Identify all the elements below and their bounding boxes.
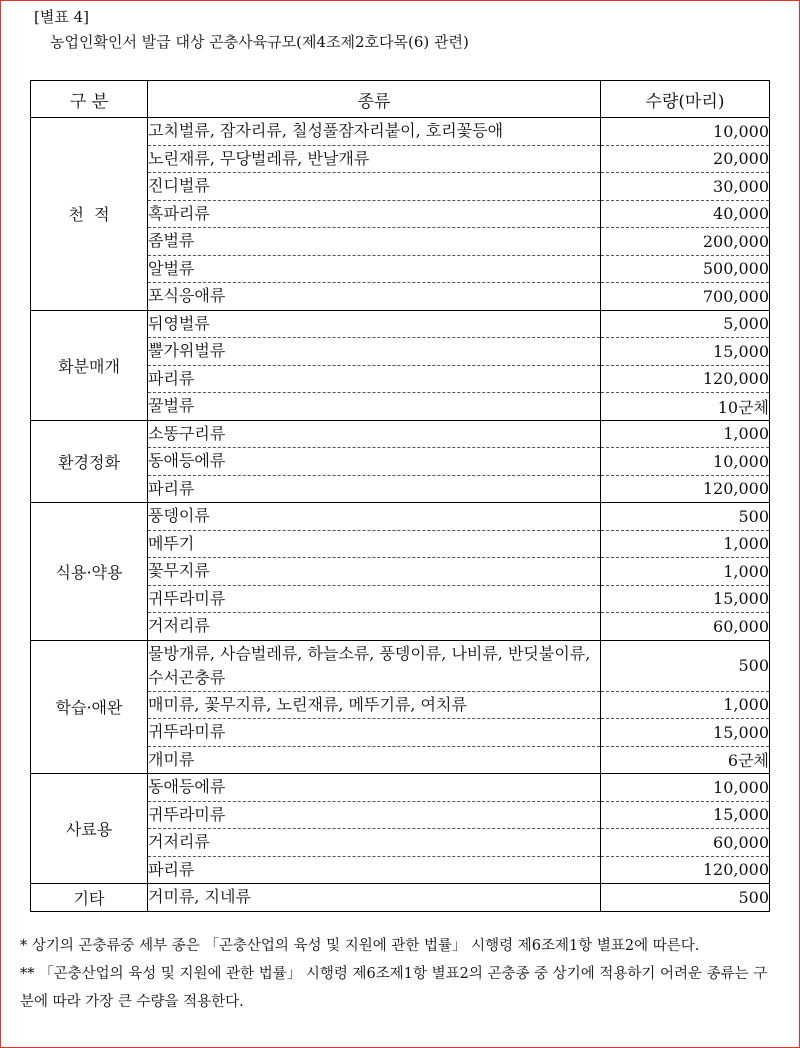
table-row (31, 774, 770, 802)
quantity-cell: 1,000 (601, 691, 770, 719)
species-cell: 매미류, 꽃무지류, 노린재류, 메뚜기류, 여치류 (148, 691, 601, 719)
quantity-cell: 120,000 (601, 365, 770, 393)
column-header-species: 종류 (148, 81, 601, 118)
species-cell: 노린재류, 무당벌레류, 반날개류 (148, 145, 601, 173)
quantity-cell: 500,000 (601, 255, 770, 283)
footnotes (20, 932, 780, 1016)
table-header-row (31, 81, 770, 118)
table-row (31, 420, 770, 448)
table-row (31, 884, 770, 912)
quantity-cell: 700,000 (601, 283, 770, 311)
category-cell: 환경정화 (31, 420, 148, 503)
species-cell: 거미류, 지네류 (148, 884, 601, 912)
species-cell: 파리류 (148, 475, 601, 503)
quantity-cell: 120,000 (601, 475, 770, 503)
quantity-cell: 500 (601, 503, 770, 531)
footnote-2: ** 「곤충산업의 육성 및 지원에 관한 법률」 시행령 제6조제1항 별표2의 곤충종 중 상기에 적용하기 어려운 종류는 구분에 따라 가장 큰 수량을 적용한다. (20, 966, 768, 1010)
quantity-cell: 40,000 (601, 200, 770, 228)
species-cell: 귀뚜라미류 (148, 719, 601, 747)
quantity-cell: 15,000 (601, 801, 770, 829)
table-row (31, 118, 770, 146)
species-cell: 포식응애류 (148, 283, 601, 311)
species-cell: 꽃무지류 (148, 558, 601, 586)
quantity-cell: 500 (601, 884, 770, 912)
species-cell: 거저리류 (148, 829, 601, 857)
quantity-cell: 200,000 (601, 228, 770, 256)
insect-scale-table (30, 80, 770, 912)
species-cell: 파리류 (148, 856, 601, 884)
quantity-cell: 60,000 (601, 613, 770, 641)
quantity-cell: 10군체 (601, 393, 770, 421)
quantity-cell: 10,000 (601, 118, 770, 146)
species-cell: 메뚜기 (148, 530, 601, 558)
species-cell: 좀벌류 (148, 228, 601, 256)
species-cell: 혹파리류 (148, 200, 601, 228)
species-cell: 풍뎅이류 (148, 503, 601, 531)
column-header-quantity: 수량(마리) (601, 81, 770, 118)
table-body (31, 118, 770, 912)
quantity-cell: 1,000 (601, 530, 770, 558)
species-cell: 개미류 (148, 746, 601, 774)
quantity-cell: 10,000 (601, 774, 770, 802)
species-cell: 뿔가위벌류 (148, 338, 601, 366)
quantity-cell: 1,000 (601, 558, 770, 586)
quantity-cell: 15,000 (601, 719, 770, 747)
species-cell: 파리류 (148, 365, 601, 393)
quantity-cell: 60,000 (601, 829, 770, 857)
quantity-cell: 30,000 (601, 173, 770, 201)
quantity-cell: 15,000 (601, 338, 770, 366)
species-cell: 알벌류 (148, 255, 601, 283)
column-header-category: 구 분 (31, 81, 148, 118)
species-cell: 귀뚜라미류 (148, 801, 601, 829)
species-cell: 물방개류, 사슴벌레류, 하늘소류, 풍뎅이류, 나비류, 반딧불이류, 수서곤충류 (148, 640, 601, 691)
quantity-cell: 20,000 (601, 145, 770, 173)
category-cell: 사료용 (31, 774, 148, 884)
category-cell: 학습·애완 (31, 640, 148, 774)
species-cell: 귀뚜라미류 (148, 585, 601, 613)
quantity-cell: 120,000 (601, 856, 770, 884)
table-row (31, 310, 770, 338)
species-cell: 꿀벌류 (148, 393, 601, 421)
quantity-cell: 1,000 (601, 420, 770, 448)
document-title: 농업인확인서 발급 대상 곤충사육규모(제4조제2호다목(6) 관련) (50, 33, 469, 51)
category-cell: 식용·약용 (31, 503, 148, 641)
species-cell: 동애등에류 (148, 774, 601, 802)
species-cell: 진디벌류 (148, 173, 601, 201)
quantity-cell: 500 (601, 640, 770, 691)
species-cell: 거저리류 (148, 613, 601, 641)
footnote-1: * 상기의 곤충류중 세부 종은 「곤충산업의 육성 및 지원에 관한 법률」 시행령 제6조제1항 별표2에 따른다. (20, 938, 700, 954)
quantity-cell: 15,000 (601, 585, 770, 613)
species-cell: 뒤영벌류 (148, 310, 601, 338)
quantity-cell: 10,000 (601, 448, 770, 476)
quantity-cell: 6군체 (601, 746, 770, 774)
category-cell: 천 적 (31, 118, 148, 311)
species-cell: 소똥구리류 (148, 420, 601, 448)
quantity-cell: 5,000 (601, 310, 770, 338)
table-row (31, 503, 770, 531)
table-row (31, 640, 770, 691)
species-cell: 동애등에류 (148, 448, 601, 476)
category-cell: 기타 (31, 884, 148, 912)
species-cell: 고치벌류, 잠자리류, 칠성풀잠자리붙이, 호리꽃등애 (148, 118, 601, 146)
annex-label: [별표 4] (34, 8, 89, 26)
category-cell: 화분매개 (31, 310, 148, 420)
